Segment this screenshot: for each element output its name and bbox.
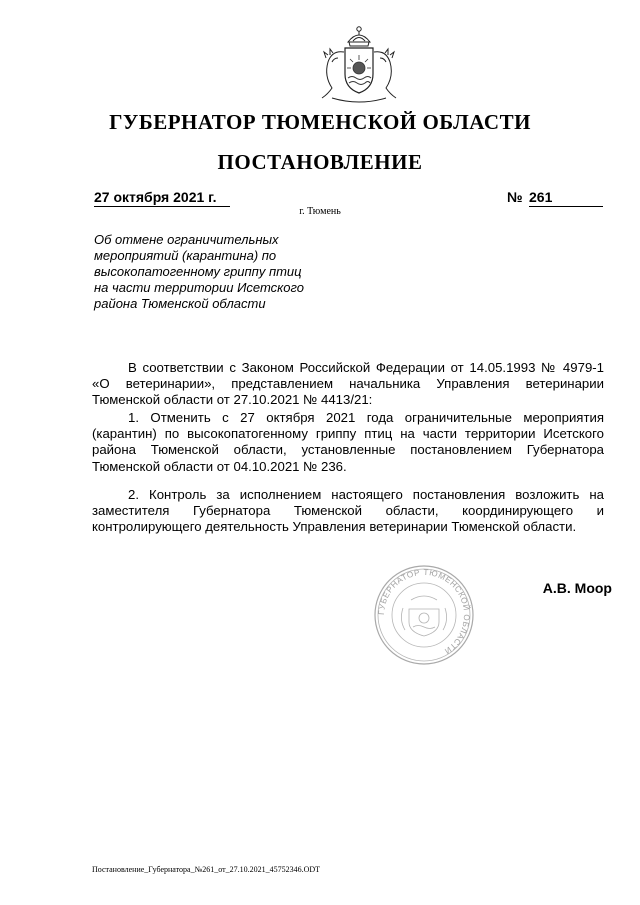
preamble-paragraph: В соответствии с Законом Российской Федерации от 14.05.1993 № 4979-1 «О ветеринарии», представлением начальника Управления ветеринарии Тюменской области от 27.10.2021 № 4413/21:: [92, 360, 604, 408]
seal-ring-text: ГУБЕРНАТОР ТЮМЕНСКОЙ ОБЛАСТИ: [376, 567, 472, 656]
subject-line: района Тюменской области: [94, 296, 266, 311]
subject-line: Об отмене ограничительных: [94, 232, 279, 247]
subject-line: на части территории Исетского: [94, 280, 305, 295]
subject-line: высокопатогенному гриппу птиц: [94, 264, 302, 279]
issuing-authority-title: ГУБЕРНАТОР ТЮМЕНСКОЙ ОБЛАСТИ: [109, 110, 531, 134]
file-reference-footer: Постановление_Губернатора_№261_от_27.10.2021_45752346.ODT: [92, 865, 321, 874]
document-number: 261: [529, 188, 603, 207]
subject-line: мероприятий (карантина) по: [94, 248, 277, 263]
svg-text:ГУБЕРНАТОР ТЮМЕНСКОЙ ОБЛАСТИ: [377, 568, 473, 656]
official-seal-stamp: [373, 564, 475, 666]
number-sign: №: [507, 189, 523, 205]
document-number-field: [507, 188, 603, 206]
city-of-issue: г. Тюмень: [299, 206, 341, 217]
document-type-title: ПОСТАНОВЛЕНИЕ: [217, 150, 423, 174]
signatory-name: А.В. Моор: [542, 580, 612, 596]
resolution-item-2: 2. Контроль за исполнением настоящего постановления возложить на заместителя Губернатора Тюменской области, координирующего и контролирующего деятельность Управления ветеринарии Тюменской области.: [92, 487, 604, 535]
document-subject: [94, 232, 334, 312]
document-date: 27 октября 2021 г.: [94, 188, 230, 207]
resolution-item-1: 1. Отменить с 27 октября 2021 года ограничительные мероприятия (карантин) по высокопатогенному гриппу птиц на части территории Исетского района Тюменской области, установленные постановлением Губернатора Тюменской области от 04.10.2021 № 236.: [92, 410, 604, 474]
coat-of-arms-emblem: [318, 22, 400, 106]
